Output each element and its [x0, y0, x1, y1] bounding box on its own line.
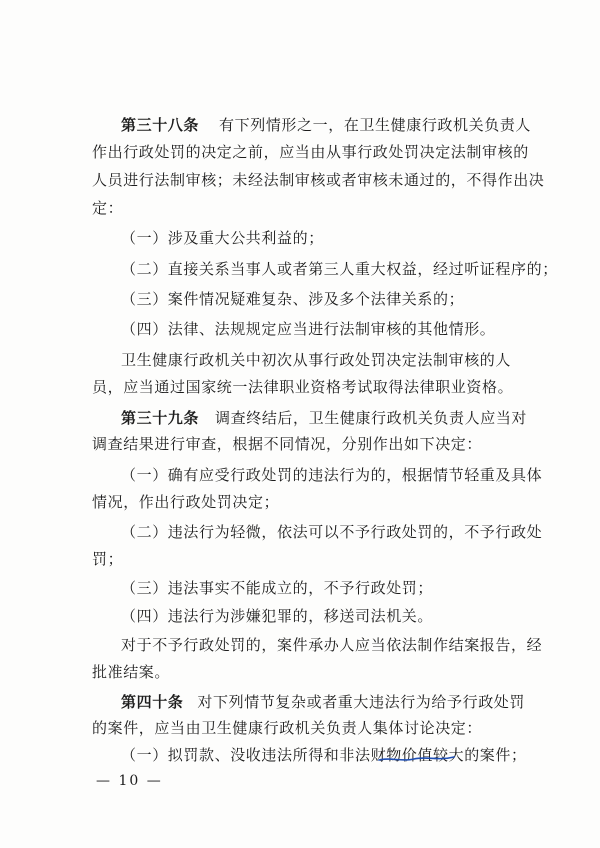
article-38-para-2-line-1: 卫生健康行政机关中初次从事行政处罚决定法制审核的人	[121, 351, 512, 369]
article-39-item-4: （四）违法行为涉嫌犯罪的，移送司法机关。	[121, 607, 434, 625]
page-number: — 10 —	[96, 773, 163, 789]
article-40-item-1: （一）拟罚款、没收违法所得和非法财物价值较大的案件；	[121, 746, 527, 764]
article-38-para-2-line-2: 员，应当通过国家统一法律职业资格考试取得法律职业资格。	[92, 378, 514, 396]
article-40-first-line	[121, 692, 525, 712]
article-38-item-1: （一）涉及重大公共利益的；	[121, 229, 324, 247]
article-39-text-2: 调查结果进行审查，根据不同情况，分别作出如下决定：	[92, 435, 483, 453]
article-38-text-4: 定：	[92, 199, 124, 217]
article-39-item-2-line-2: 罚；	[92, 550, 124, 568]
article-38-text-1: 有下列情形之一，在卫生健康行政机关负责人	[219, 116, 532, 134]
article-39-item-3: （三）违法事实不能成立的，不予行政处罚；	[121, 579, 434, 597]
article-38-item-4: （四）法律、法规规定应当进行法制审核的其他情形。	[121, 320, 496, 338]
article-38-first-line	[121, 115, 531, 135]
article-39-text-1: 调查终结后，卫生健康行政机关负责人应当对	[215, 409, 528, 427]
article-38-item-2: （二）直接关系当事人或者第三人重大权益，经过听证程序的；	[121, 260, 558, 278]
article-40-label: 第四十条	[121, 693, 184, 711]
article-38-text-3: 人员进行法制审核；未经法制审核或者审核未通过的，不得作出决	[92, 171, 545, 189]
pen-underline-mark	[378, 754, 456, 764]
article-40-text-2: 的案件，应当由卫生健康行政机关负责人集体讨论决定：	[92, 719, 483, 737]
article-39-para-2-line-2: 批准结案。	[92, 663, 171, 681]
article-38-item-3: （三）案件情况疑难复杂、涉及多个法律关系的；	[121, 290, 465, 308]
article-38-label: 第三十八条	[121, 116, 200, 134]
article-39-item-1-line-2: 情况，作出行政处罚决定；	[92, 493, 280, 511]
article-40-text-1: 对下列情节复杂或者重大违法行为给予行政处罚	[197, 693, 526, 711]
article-39-first-line	[121, 408, 527, 428]
article-39-item-2-line-1: （二）违法行为轻微，依法可以不予行政处罚的，不予行政处	[121, 523, 543, 541]
article-39-item-1-line-1: （一）确有应受行政处罚的违法行为的，根据情节轻重及具体	[121, 466, 543, 484]
article-39-para-2-line-1: 对于不予行政处罚的，案件承办人应当依法制作结案报告，经	[121, 636, 543, 654]
article-38-text-2: 作出行政处罚的决定之前，应当由从事行政处罚决定法制审核的	[92, 143, 529, 161]
article-39-label: 第三十九条	[121, 409, 200, 427]
